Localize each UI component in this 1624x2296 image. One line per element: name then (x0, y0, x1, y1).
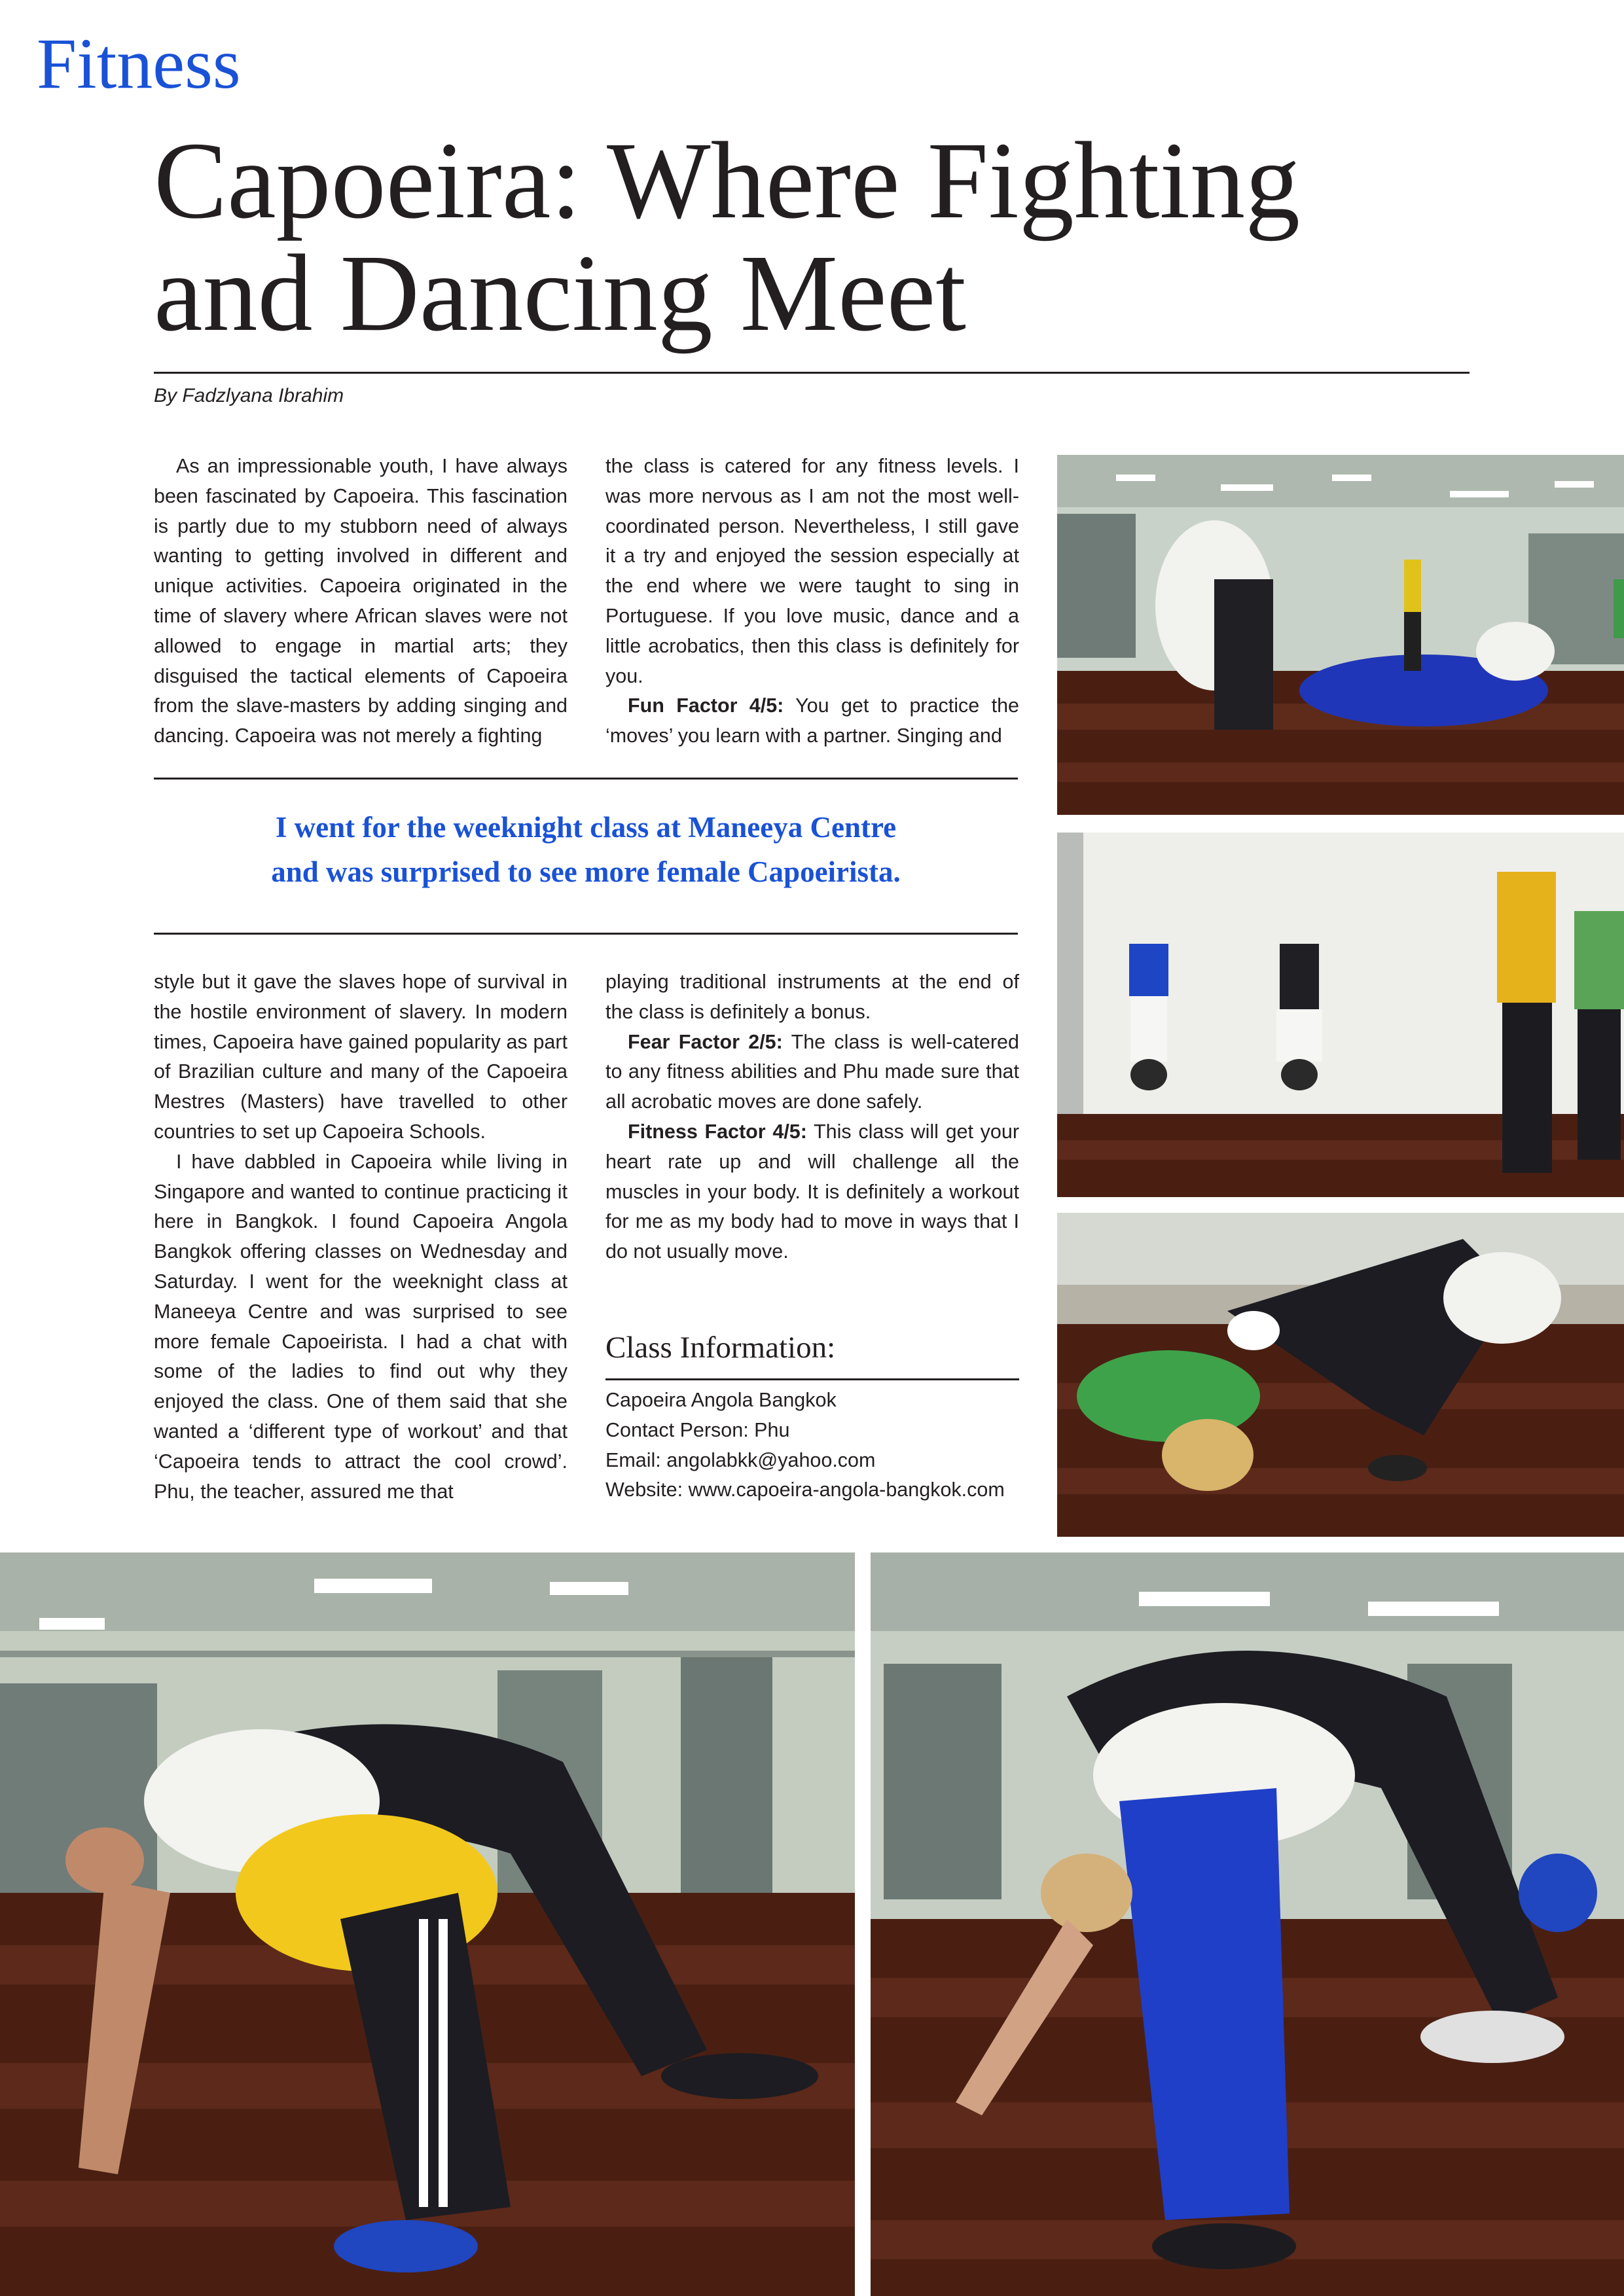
text-column-2 (605, 452, 1019, 751)
class-info-title: Class Information: (605, 1331, 836, 1365)
class-info-item: Contact Person: Phu (605, 1418, 790, 1441)
section-label: Fitness (37, 24, 241, 103)
photo-backbend-yellow (0, 1552, 855, 2296)
headline-line-1: Capoeira: Where Fighting (154, 120, 1301, 242)
headline-line-2: and Dancing Meet (154, 232, 966, 354)
class-info-item: Email: angolabkk@yahoo.com (605, 1448, 876, 1471)
article-headline (154, 120, 1528, 354)
paragraph (605, 1028, 1019, 1117)
byline: By Fadzlyana Ibrahim (154, 385, 344, 406)
class-info-item: Capoeira Angola Bangkok (605, 1389, 837, 1411)
paragraph: the class is catered for any fitness levels. I was more nervous as I am not the most well-coordinated person. Nevertheless, I still gave it a try and enjoyed the session especially at the end where we were taught to sing in Portuguese. If you love music, dance and a little acrobatics, then this class is definitely for you. (605, 455, 1019, 687)
pull-quote-rule-bottom (154, 933, 1018, 935)
pull-quote-line-1: I went for the weeknight class at Maneeya Centre (275, 811, 897, 844)
paragraph: I have dabbled in Capoeira while living in Singapore and wanted to continue practicing it here in Bangkok. I found Capoeira Angola Bangkok offering classes on Wednesday and Saturday. I went for the weeknight class at Maneeya Centre and was surprised to see more female Capoeirista. I had a chat with some of the ladies to find out why they enjoyed the class. One of them said that she wanted a ‘different type of workout’ and that ‘Capoeira tends to attract the cool crowd’. Phu, the teacher, assured me that (154, 1150, 568, 1503)
text-column-4 (605, 967, 1019, 1267)
text-column-3 (154, 967, 568, 1507)
headline-rule (154, 372, 1470, 374)
fitness-factor-text: This class will get your heart rate up and will challenge all the muscles in your body. It is definitely a workout for me as my body had to move in ways that I do not usually move. (605, 1120, 1019, 1263)
fear-factor-text: The class is well-catered to any fitness abilities and Phu made sure that all acrobatic moves are done safely. (605, 1030, 1019, 1113)
pull-quote-line-2: and was surprised to see more female Capoeirista. (271, 855, 901, 888)
photo-studio-stretch (1057, 455, 1624, 815)
fun-factor-label: Fun Factor 4/5: (628, 694, 784, 717)
fun-factor-text: You get to practice the ‘moves’ you learn with a partner. Singing and (605, 694, 1019, 747)
photo-backbend-blue (871, 1552, 1624, 2296)
fear-factor-label: Fear Factor 2/5: (628, 1030, 783, 1053)
text-column-1 (154, 452, 568, 751)
pull-quote (154, 805, 1018, 894)
paragraph: As an impressionable youth, I have always been fascinated by Capoeira. This fascination is partly due to my stubborn need of always wanting to getting involved in different and unique activities. Capoeira originated in the time of slavery where African slaves were not allowed to engage in martial arts; they disguised the tactical elements of Capoeira from the slave-masters by adding singing and dancing. Capoeira was not merely a fighting (154, 455, 568, 747)
class-info-item: Website: www.capoeira-angola-bangkok.com (605, 1479, 1005, 1501)
photo-handstands (1057, 833, 1624, 1197)
paragraph (605, 691, 1019, 751)
class-info-rule (605, 1378, 1019, 1380)
paragraph: playing traditional instruments at the end of the class is definitely a bonus. (605, 971, 1019, 1023)
fitness-factor-label: Fitness Factor 4/5: (628, 1120, 807, 1143)
class-info-list (605, 1386, 1024, 1505)
paragraph (605, 1117, 1019, 1267)
photo-partner-move (1057, 1213, 1624, 1537)
pull-quote-rule-top (154, 778, 1018, 780)
paragraph: style but it gave the slaves hope of survival in the hostile environment of slavery. In modern times, Capoeira have gained popularity as part of Brazilian culture and many of the Capoeira Mestres (Masters) have travelled to other countries to set up Capoeira Schools. (154, 971, 568, 1143)
